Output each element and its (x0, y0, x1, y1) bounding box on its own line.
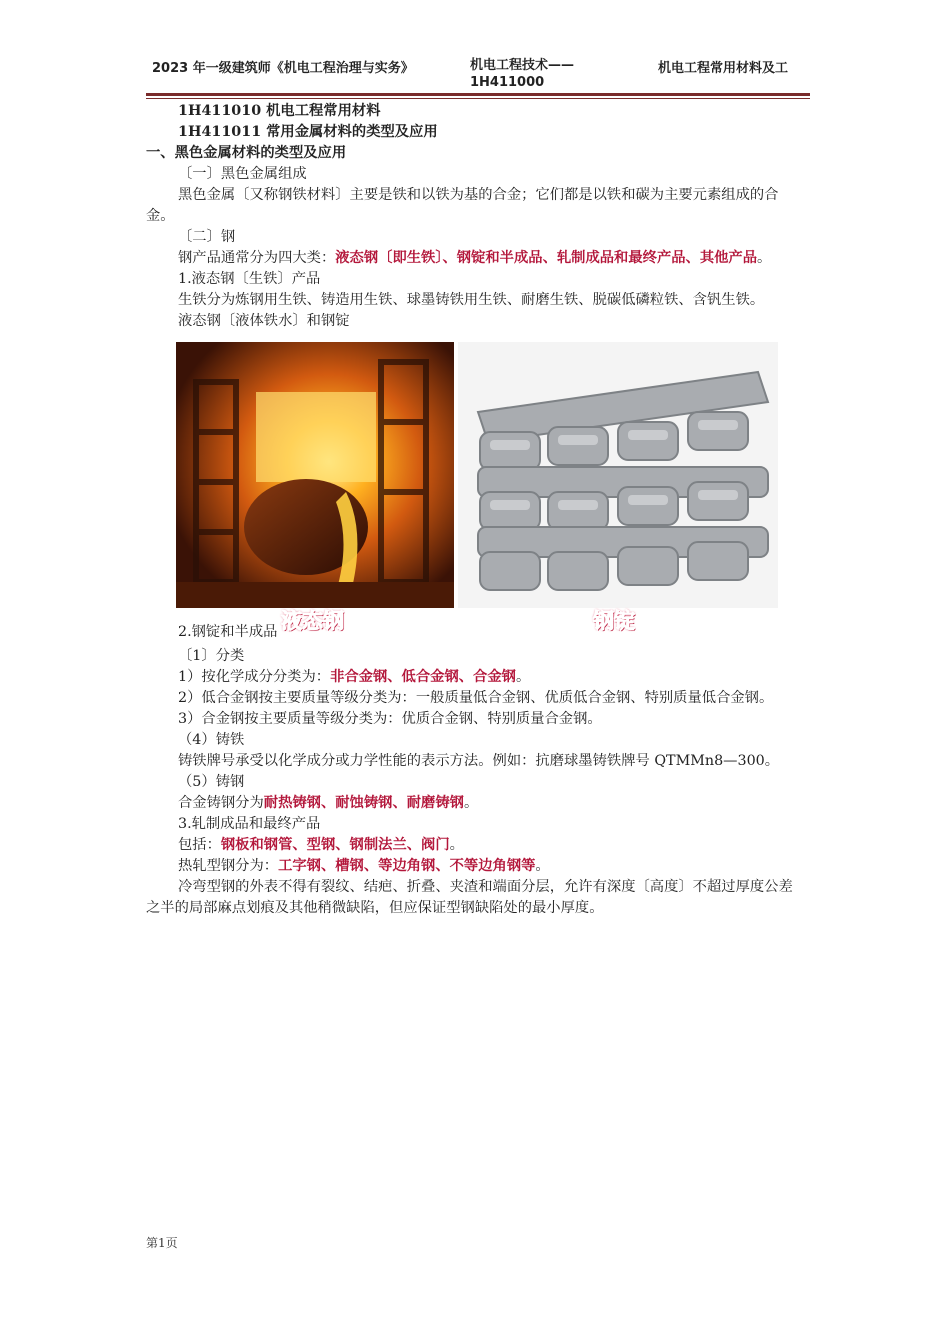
paragraph: 包括：钢板和钢管、型钢、钢制法兰、阀门。 (178, 837, 464, 853)
header-chapter-title: 机电工程常用材料及工 (658, 61, 789, 76)
highlight-text: 工字钢、槽钢、等边角钢、不等边角钢等 (278, 858, 536, 874)
steel-ingot-photo (458, 342, 778, 608)
page-header (146, 54, 810, 94)
section-title: 〔一〕黑色金属组成 (178, 166, 307, 182)
highlight-text: 液态钢〔即生铁〕、钢锭和半成品、轧制成品和最终产品、其他产品 (335, 250, 758, 266)
list-item: 3）合金钢按主要质量等级分类为：优质合金钢、特别质量合金钢。 (178, 711, 602, 727)
list-item: 2）低合金钢按主要质量等级分类为：一般质量低合金钢、优质低合金钢、特别质量低合金钢。 (178, 690, 774, 706)
ingot-label: 钢锭 (593, 609, 635, 633)
molten-steel-photo (176, 342, 454, 608)
molten-steel-label: 液态钢 (281, 609, 344, 633)
figure-intro: 液态钢〔液体铁水〕和钢锭 (178, 313, 350, 329)
figure-row (146, 336, 806, 646)
highlight-text: 钢板和钢管、型钢、钢制法兰、阀门 (220, 837, 450, 853)
list-item: 1）按化学成分分类为：非合金钢、低合金钢、合金钢。 (178, 669, 531, 685)
paragraph: 钢产品通常分为四大类：液态钢〔即生铁〕、钢锭和半成品、轧制成品和最终产品、其他产品。 (178, 250, 772, 266)
item-title: （5）铸钢 (178, 774, 245, 790)
heading-level-1: 1H411010 机电工程常用材料 (178, 103, 381, 119)
highlight-text: 耐热铸钢、耐蚀铸钢、耐磨铸钢 (263, 795, 464, 811)
subsection-title: 1.液态钢〔生铁〕产品 (178, 271, 321, 287)
subsection-title: 2.钢锭和半成品 (178, 624, 278, 640)
paragraph: 合金铸钢分为耐热铸钢、耐蚀铸钢、耐磨铸钢。 (178, 795, 479, 811)
paragraph: 热轧型钢分为：工字钢、槽钢、等边角钢、不等边角钢等。 (178, 858, 550, 874)
section-title: 〔二〕钢 (178, 229, 236, 245)
header-rule-thick (146, 93, 810, 96)
paragraph: 冷弯型钢的外表不得有裂纹、结疤、折叠、夹渣和端面分层，允许有深度〔高度〕不超过厚度公差之半的局部麻点划痕及其他稍微缺陷，但应保证型钢缺陷处的最小厚度。 (146, 879, 793, 916)
paragraph: 铸铁牌号承受以化学成分或力学性能的表示方法。例如：抗磨球墨铸铁牌号 QTMMn8—300。 (178, 753, 780, 769)
highlight-text: 非合金钢、低合金钢、合金钢 (330, 669, 516, 685)
heading-level-3: 一、黑色金属材料的类型及应用 (146, 145, 347, 161)
paragraph: 黑色金属〔又称钢铁材料〕主要是铁和以铁为基的合金；它们都是以铁和碳为主要元素组成的合金。 (146, 187, 779, 224)
paragraph: 生铁分为炼钢用生铁、铸造用生铁、球墨铸铁用生铁、耐磨生铁、脱碳低磷粒铁、含钒生铁。 (178, 292, 765, 308)
document-body (146, 101, 806, 919)
header-book-title: 2023 年一级建筑师《机电工程治理与实务》 (152, 61, 414, 76)
header-section-code: 机电工程技术——1H411000 (470, 58, 575, 90)
item-title: （4）铸铁 (178, 732, 245, 748)
item-title: 〔1〕分类 (178, 648, 245, 664)
header-rule-thin (146, 98, 810, 99)
page-number: 第1页 (146, 1236, 178, 1250)
heading-level-2: 1H411011 常用金属材料的类型及应用 (178, 124, 438, 140)
subsection-title: 3.轧制成品和最终产品 (178, 816, 321, 832)
